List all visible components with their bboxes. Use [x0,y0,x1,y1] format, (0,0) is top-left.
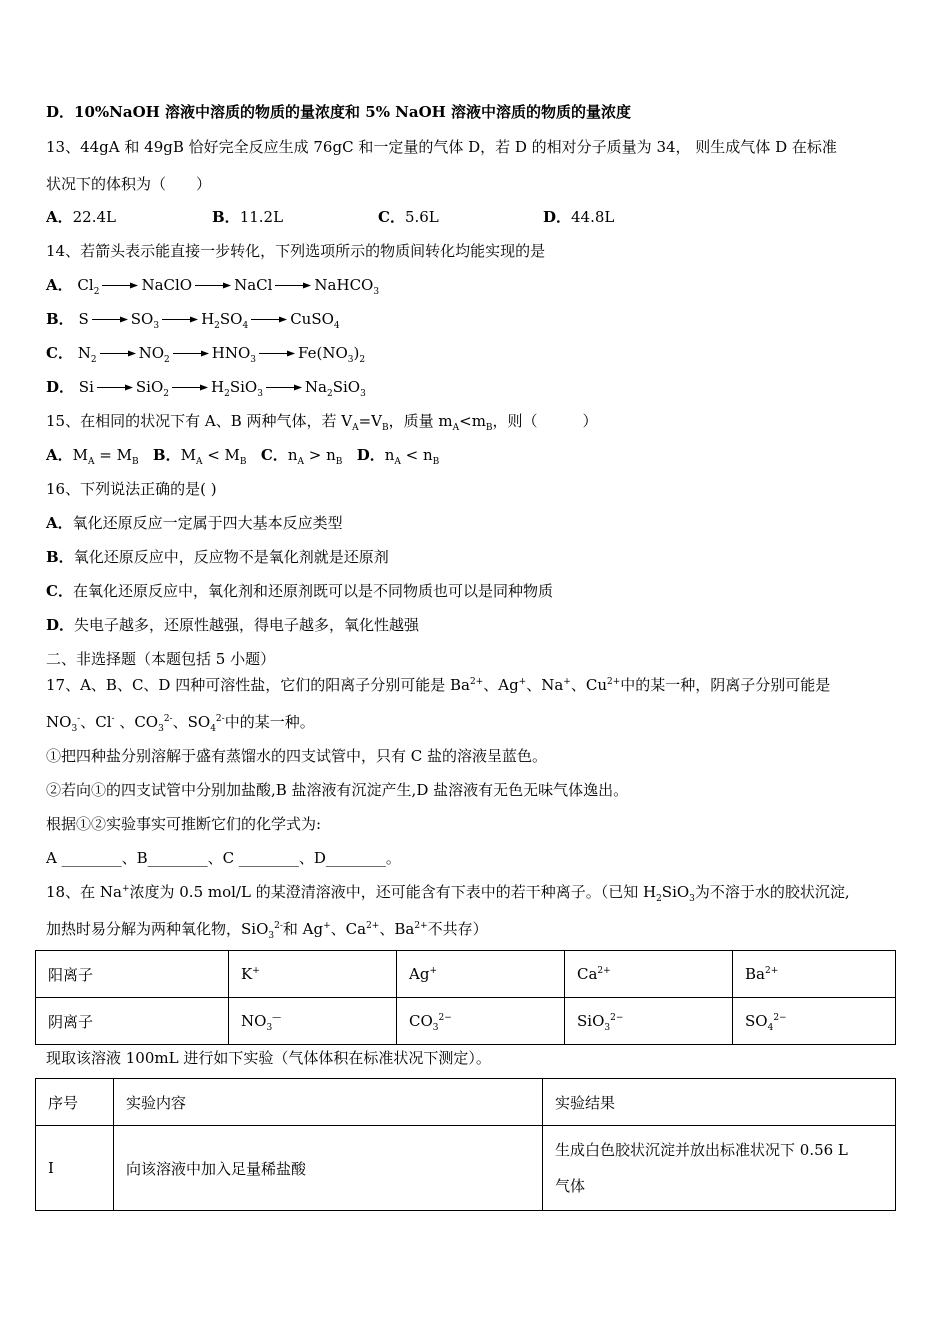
superscript: + [429,966,437,976]
superscript: 2+ [366,921,380,931]
stem-text: 、Ag [483,676,519,694]
superscript: 2− [438,1013,452,1023]
table-cell: Ⅰ [36,1126,114,1211]
q13-option-c [378,207,439,227]
option-label: B． [212,208,240,226]
stem-text: 浓度为 0.5 mol/L 的某澄清溶液中，还可能含有下表中的若干种离子。（已知 H [129,883,657,901]
formula: NaCl [234,276,273,294]
subscript: B [485,423,493,433]
formula: SO [130,310,154,328]
arrow-icon [172,383,208,392]
formula: CO [409,1012,433,1030]
superscript: 2+ [414,921,428,931]
cell-text: 气体 [555,1177,586,1195]
section-heading: 二、非选择题（本题包括 5 小题） [46,650,276,668]
superscript: - [111,714,115,724]
subscript: 3 [432,1023,439,1033]
formula: Si [78,378,94,396]
option-label: D． [356,446,385,464]
q17-prompt: 根据①②实验事实可推断它们的化学式为: [46,815,322,833]
formula: 、CO [114,713,159,731]
stem-text: 17、A、B、C、D 四种可溶性盐，它们的阳离子分别可能是 Ba [46,676,470,694]
q16-option-c [46,581,553,601]
q16-stem: 16、下列说法正确的是( ) [46,480,217,498]
superscript: 2− [773,1013,787,1023]
arrow-icon [100,349,136,358]
formula: Ag [409,965,430,983]
q14-option-a [46,275,379,295]
option-text: 5.6L [404,208,439,226]
table-cell: 向该溶液中加入足量稀盐酸 [114,1126,543,1211]
superscript: 2- [274,921,283,931]
superscript: 2- [163,714,173,724]
subscript: 3 [689,894,695,904]
formula: SiO [135,378,164,396]
subscript: 3 [604,1023,611,1033]
experiment-table [35,1078,896,1211]
subscript: B [131,457,139,467]
arrow-icon [275,281,311,290]
superscript: + [563,677,571,687]
q18-stem-line1 [46,882,850,902]
stem-text: ，则（ ） [492,412,598,430]
stem-text: 15、在相同的状况下有 A、B 两种气体，若 V [46,412,353,430]
option-label: A． [46,446,73,464]
formula: < M [202,446,240,464]
subscript: A [297,457,304,467]
option-label: B． [46,548,74,566]
option-label: C． [46,582,73,600]
q17-step1: ①把四种盐分别溶解于盛有蒸馏水的四支试管中，只有 C 盐的溶液呈蓝色。 [46,747,548,765]
q17-step2: ②若向①的四支试管中分别加盐酸,B 盐溶液有沉淀产生,D 盐溶液有无色无味气体逸出。 [46,781,629,799]
subscript: 2 [656,894,662,904]
subscript: 4 [242,321,249,331]
q15-options [46,445,439,465]
table-header-cell: 阳离子 [36,951,229,998]
table-row [36,951,896,998]
arrow-icon [259,349,295,358]
formula: HNO [211,344,251,362]
q14-stem: 14、若箭头表示能直接一步转化，下列选项所示的物质间转化均能实现的是 [46,242,546,260]
stem-text: SiO [661,883,690,901]
formula: Cl [77,276,94,294]
formula: < n [400,446,433,464]
stem-text: 加热时易分解为两种氧化物，SiO [46,920,269,938]
stem-text: 、Ba [379,920,415,938]
formula: H [201,310,215,328]
option-label: D． [46,616,75,634]
stem-text: 中的某一种，阴离子分别可能是 [620,676,831,694]
superscript: 2+ [469,677,484,687]
formula: 、Cl [80,713,112,731]
formula: M [180,446,196,464]
q17-answer-blanks: A ________、B________、C ________、D________。 [46,849,401,867]
stem-text: 和 Ag [282,920,324,938]
superscript: 2− [610,1013,624,1023]
formula: CuSO [290,310,334,328]
formula: n [384,446,395,464]
superscript: 2+ [606,677,621,687]
arrow-icon [195,281,231,290]
table-cell [565,998,733,1045]
formula: SiO [229,378,258,396]
superscript: + [518,677,527,687]
stem-text: =V [358,412,382,430]
q16-option-d [46,615,419,635]
option-label: D． [46,103,75,121]
formula: 、SO [172,713,211,731]
superscript: - [77,714,81,724]
subscript: 3 [373,287,380,297]
subscript: 3 [268,931,275,941]
table-cell [229,998,397,1045]
option-label: A． [46,514,73,532]
arrow-icon [251,315,287,324]
subscript: 3 [71,724,78,734]
subscript: A [452,423,460,433]
formula: NaHCO [314,276,374,294]
subscript: 4 [767,1023,774,1033]
q16-option-b [46,547,389,567]
formula: S [78,310,89,328]
superscript: 2+ [597,966,611,976]
subscript: 3 [360,389,366,399]
stem-text: 18、在 Na [46,883,122,901]
formula: NaClO [141,276,193,294]
option-label: A． [46,208,73,226]
formula: H [210,378,225,396]
stem-text: 为不溶于水的胶状沉淀, [694,883,850,901]
table-header-cell: 阴离子 [36,998,229,1045]
cell-text: 生成白色胶状沉淀并放出标准状况下 0.56 L [555,1141,848,1159]
subscript: 3 [257,389,263,399]
subscript: B [382,423,389,433]
option-label: C． [46,344,73,362]
formula: Ba [745,965,765,983]
subscript: 4 [210,724,216,734]
q14-option-c [46,343,365,363]
q13-option-d [543,207,614,227]
option-text: 11.2L [239,208,284,226]
superscript: + [121,884,130,894]
subscript: 3 [250,355,257,365]
table-cell [397,998,565,1045]
option-label: D． [543,208,572,226]
formula: SO [745,1012,768,1030]
subscript: 4 [333,321,340,331]
q17-stem-line1 [46,675,830,695]
option-label: C． [378,208,405,226]
stem-text: 中的某一种。 [224,713,315,731]
option-label: A． [46,276,73,294]
subscript: A [394,457,401,467]
table-header-cell: 实验内容 [114,1079,543,1126]
subscript: 3 [158,724,164,734]
superscript: + [323,921,331,931]
formula: > n [303,446,336,464]
subscript: A [352,423,359,433]
formula: Na [304,378,327,396]
option-label: B． [152,446,181,464]
ion-table [35,950,896,1045]
option-label: B． [46,310,74,328]
q18-experiment-note: 现取该溶液 100mL 进行如下实验（气体体积在标准状况下测定）。 [46,1049,491,1067]
formula: ) [353,344,360,362]
formula: N [77,344,91,362]
formula: SiO [332,378,361,396]
subscript: 2 [359,355,366,365]
q14-option-b [46,309,340,329]
subscript: 3 [347,355,354,365]
arrow-icon [92,315,128,324]
option-text: 失电子越多，还原性越强，得电子越多，氧化性越强 [74,616,420,634]
q15-stem [46,411,598,431]
formula: M [72,446,88,464]
formula: NO [46,713,72,731]
table-cell [565,951,733,998]
table-cell [733,998,896,1045]
q14-option-d [46,377,366,397]
superscript: + [252,966,260,976]
subscript: 2 [90,355,97,365]
q18-stem-line2 [46,919,488,939]
option-label: D． [46,378,75,396]
option-text: 10%NaOH 溶液中溶质的物质的量浓度和 5% NaOH 溶液中溶质的物质的量浓度 [74,103,632,121]
stem-text: <m [459,412,486,430]
table-header-cell: 实验结果 [543,1079,896,1126]
subscript: B [335,457,343,467]
option-label: C． [260,446,288,464]
table-header-cell: 序号 [36,1079,114,1126]
table-row [36,1126,896,1211]
superscript: 2- [215,714,225,724]
formula: n [287,446,298,464]
formula: SO [219,310,243,328]
table-cell [229,951,397,998]
subscript: A [88,457,95,467]
stem-text: 、Na [526,676,564,694]
arrow-icon [102,281,138,290]
subscript: 2 [214,321,220,331]
table-header-row [36,1079,896,1126]
q13-stem-line2: 状况下的体积为（ ） [46,175,212,193]
stem-text: 、Cu [570,676,607,694]
option-text: 氧化还原反应中，反应物不是氧化剂就是还原剂 [73,548,389,566]
option-text: 44.8L [571,208,615,226]
arrow-icon [173,349,209,358]
subscript: 2 [224,389,230,399]
subscript: 2 [163,389,169,399]
subscript: 2 [93,287,100,297]
subscript: A [195,457,203,467]
q17-stem-line2 [46,712,315,732]
subscript: B [432,457,440,467]
formula: SiO [577,1012,605,1030]
q13-stem-line1: 13、44gA 和 49gB 恰好完全反应生成 76gC 和一定量的气体 D，若 D 的相对分子质量为 34， 则生成气体 D 在标准 [46,138,837,156]
superscript: 2+ [764,966,779,976]
q13-option-b [212,207,283,227]
formula: NO [241,1012,267,1030]
table-row [36,998,896,1045]
table-cell [733,951,896,998]
stem-text: 不共存） [427,920,488,938]
q12-option-d [46,102,631,122]
subscript: B [239,457,247,467]
option-text: 在氧化还原反应中，氧化剂和还原剂既可以是不同物质也可以是同种物质 [72,582,553,600]
table-cell [397,951,565,998]
arrow-icon [97,383,133,392]
q13-option-a [46,207,116,227]
stem-text: 、Ca [330,920,367,938]
formula: Fe(NO [298,344,348,362]
arrow-icon [266,383,302,392]
formula: NO [138,344,165,362]
table-cell [543,1126,896,1211]
subscript: 3 [153,321,160,331]
formula: K [241,965,253,983]
q16-option-a [46,513,343,533]
superscript: — [272,1013,282,1023]
formula: Ca [577,965,598,983]
subscript: 2 [327,389,333,399]
formula: = M [94,446,132,464]
stem-text: ，质量 m [388,412,453,430]
option-text: 22.4L [72,208,116,226]
subscript: 3 [266,1023,273,1033]
arrow-icon [162,315,198,324]
subscript: 2 [164,355,170,365]
option-text: 氧化还原反应一定属于四大基本反应类型 [72,514,343,532]
